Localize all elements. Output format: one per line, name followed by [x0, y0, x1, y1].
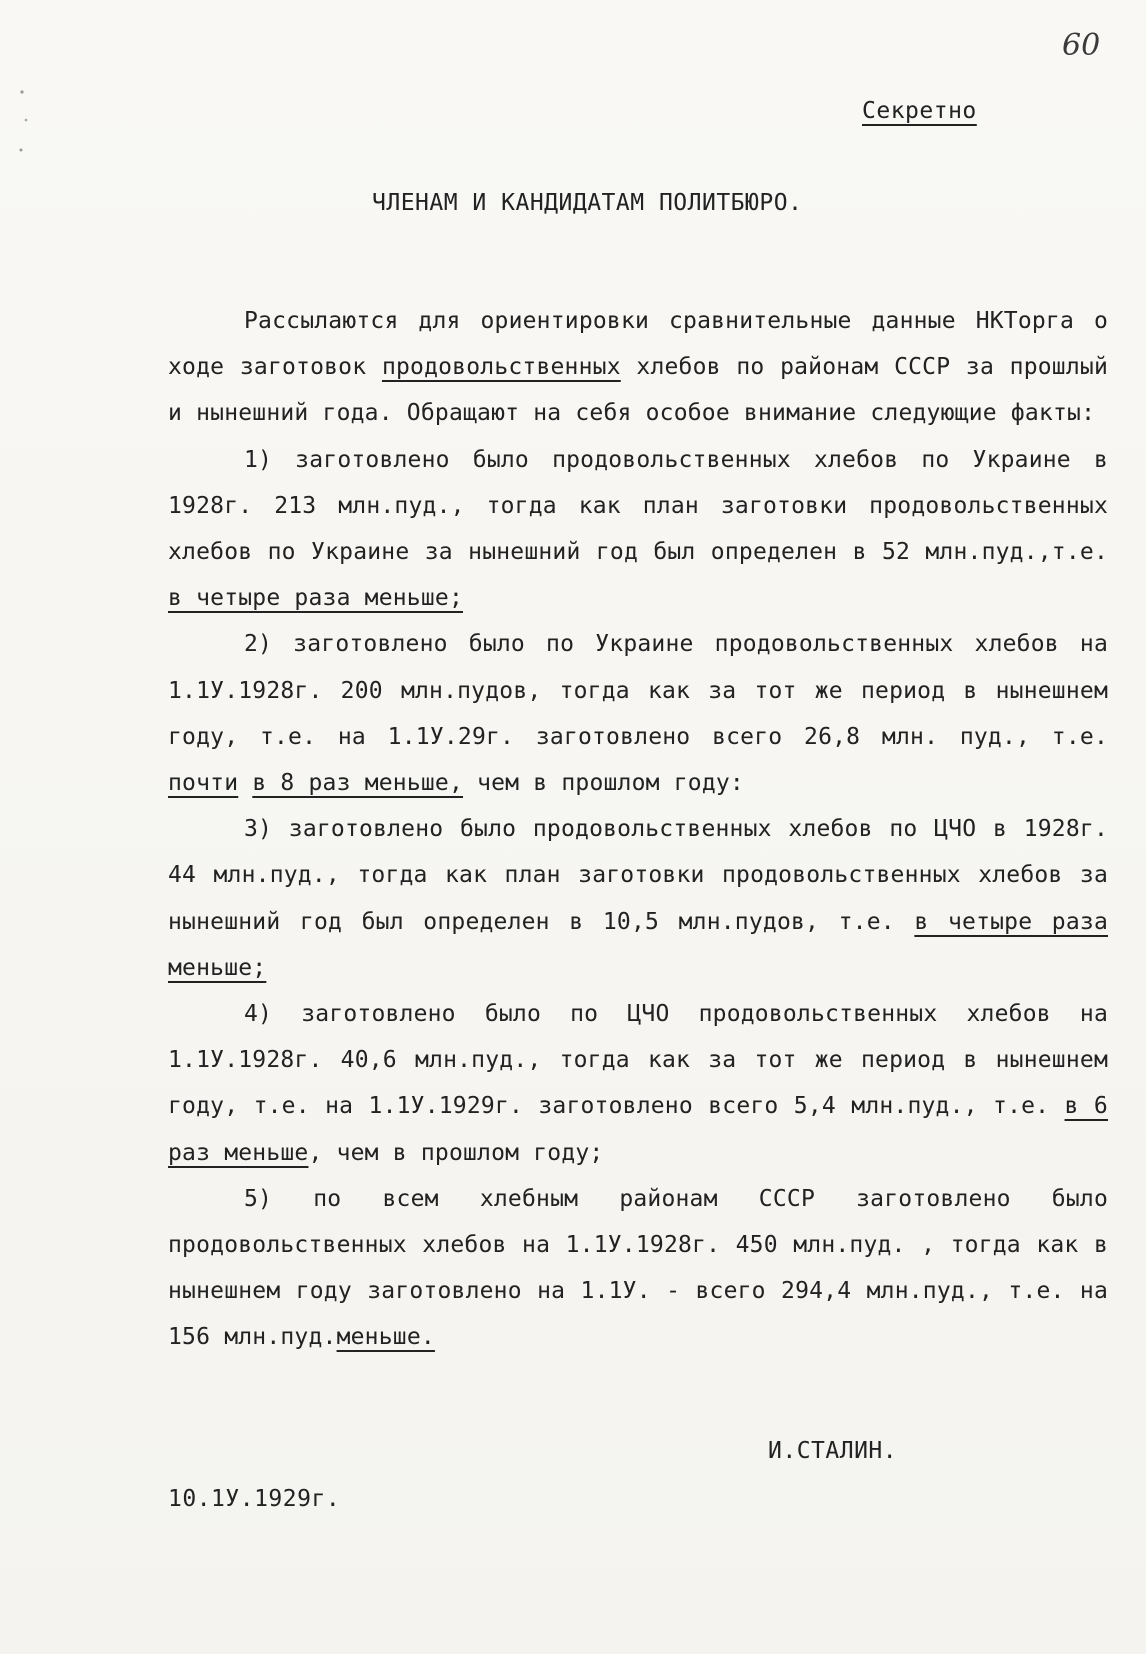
- intro-underlined: продовольственных: [381, 354, 621, 381]
- item-2-text-1: 2) заготовлено было по Украине продовольственных хлебов на 1.1У.1928г. 200 млн.пудов, тогда как за тот же период в нынешнем году, т.е. на 1.1У.29г. заготовлено всего 26,8 млн. пуд., т.е.: [168, 631, 1108, 750]
- item-2-text-3: чем в прошлом году:: [463, 770, 744, 797]
- item-1-text: 1) заготовлено было продовольственных хлебов по Украине в 1928г. 213 млн.пуд., тогда как план заготовки продовольственных хлебов по Украине за нынешний год был определен в 52 млн.пуд.,т.е.: [168, 446, 1108, 566]
- item-4-paragraph: [168, 991, 1108, 1176]
- signature: И.СТАЛИН.: [768, 1438, 898, 1464]
- item-4-text-2: , чем в прошлом году;: [308, 1139, 604, 1166]
- item-1-underlined: в четыре раза меньше;: [168, 585, 463, 612]
- folio-number: 60: [1062, 28, 1101, 63]
- intro-paragraph: [168, 298, 1108, 437]
- binding-hole-marks: [12, 80, 42, 180]
- item-3-paragraph: [168, 806, 1108, 991]
- item-4-text-1: 4) заготовлено было по ЦЧО продовольственных хлебов на 1.1У.1928г. 40,6 млн.пуд., тогда как за тот же период в нынешнем году, т.е. на 1.1У.1929г. заготовлено всего 5,4 млн.пуд., т.е.: [168, 1001, 1108, 1120]
- addressee-heading: ЧЛЕНАМ И КАНДИДАТАМ ПОЛИТБЮРО.: [372, 190, 803, 216]
- item-5-text: 5) по всем хлебным районам СССР заготовлено было продовольственных хлебов на 1.1У.1928г. 450 млн.пуд. , тогда как в нынешнем году заготовлено на 1.1У. - всего 294,4 млн.пуд., т.е. на 156 млн.пуд.: [168, 1185, 1108, 1351]
- document-date: 10.1У.1929г.: [168, 1486, 341, 1512]
- document-body: [168, 298, 1108, 1361]
- item-2-text-2: [238, 770, 252, 796]
- item-3-text: 3) заготовлено было продовольственных хлебов по ЦЧО в 1928г. 44 млн.пуд., тогда как план заготовки продовольственных хлебов за нынешний год был определен в 10,5 млн.пудов, т.е.: [168, 816, 1108, 935]
- item-2-paragraph: [168, 621, 1108, 806]
- item-2-underlined-1: почти: [168, 770, 239, 797]
- intro-text-1: Рассылаются для ориентировки сравнительные данные НКТорга о ходе заготовок: [168, 308, 1108, 381]
- item-4-underlined: в 6 раз меньше: [168, 1093, 1108, 1166]
- item-5-paragraph: [168, 1176, 1108, 1361]
- item-2-underlined-2: в 8 раз меньше,: [252, 770, 464, 797]
- intro-text-2: хлебов по районам СССР за прошлый и нынешний года. Обращают на себя особое внимание следующие факты:: [168, 354, 1108, 427]
- item-1-paragraph: [168, 437, 1108, 622]
- item-5-underlined: меньше.: [336, 1324, 435, 1351]
- item-3-underlined: в четыре раза меньше;: [168, 908, 1108, 981]
- classification-stamp: Секретно: [862, 98, 977, 124]
